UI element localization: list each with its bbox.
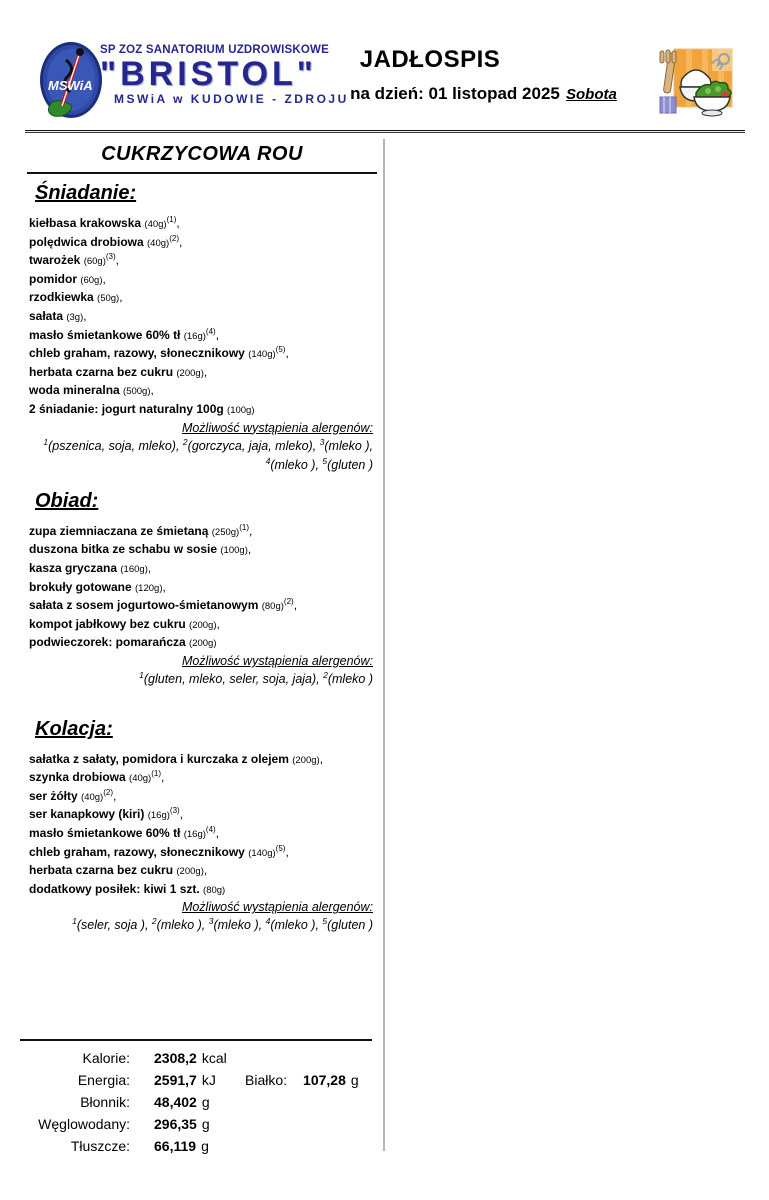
item-qty: (200g) [176,866,204,878]
item-separator: , [162,579,166,594]
item-qty: (500g) [123,386,151,398]
mswia-logo-icon [38,40,104,120]
item-name: brokuły gotowane [29,579,136,594]
meal-section [27,490,377,688]
item-name: masło śmietankowe 60% tł [29,327,184,342]
nutrition-unit: g [201,1138,209,1154]
item-qty: (140g) [248,847,276,859]
nutrition-row [20,1047,376,1069]
item-footnote: (1) [166,215,177,224]
nutrition-unit: kcal [201,1050,227,1066]
day-label: Sobota [566,86,617,103]
item-qty: (250g) [211,526,240,538]
menu-item [29,862,377,881]
allergen-footnote: 3 [208,916,214,927]
nutrition-row [20,1113,376,1135]
allergen-footnote: 3 [319,436,325,447]
item-name: kiełbasa krakowska [29,216,145,230]
item-separator: , [319,751,324,766]
org-subtitle: SP ZOZ SANATORIUM UZDROWISKOWE [100,44,329,56]
item-qty: (60g) [80,274,103,286]
item-separator: , [150,383,154,398]
menu-item [29,560,377,579]
item-qty: (200g) [176,367,204,379]
menu-item [29,579,377,598]
svg-text:MSWiA: MSWiA [48,78,93,93]
allergen-note [27,914,377,934]
item-qty: (16g) [183,330,206,342]
diet-title-divider [27,172,377,174]
menu-item [29,881,377,900]
allergen-title: Możliwość wystąpienia alergenów: [181,900,373,915]
item-name: dodatkowy posiłek: kiwi 1 szt. [29,881,204,896]
menu-item [29,308,377,327]
nutrition-value: 2591,7 [154,1072,197,1088]
protein-row [245,1069,359,1091]
item-name: chleb graham, razowy, słonecznikowy [29,844,249,859]
allergen-text: (gluten ) [327,918,373,933]
item-footnote: (2) [283,597,294,607]
item-footnote: (5) [275,843,286,853]
item-name: kasza gryczana [29,561,121,576]
item-footnote: (4) [205,326,216,336]
item-qty: (100g) [227,404,255,416]
item-name: pomidor [29,271,81,286]
allergen-footnote: 4 [265,916,271,927]
menu-item [29,806,377,825]
item-footnote: (5) [275,345,286,355]
menu-item [29,289,377,308]
item-name: szynka drobiowa [29,770,130,785]
item-separator: , [178,234,183,249]
item-name: masło śmietankowe 60% tł [29,826,184,841]
item-name: twarożek [29,253,84,268]
food-icon [652,45,740,119]
menu-item [29,252,377,271]
allergen-title: Możliwość wystąpienia alergenów: [181,420,373,435]
org-name: "BRISTOL" [100,55,317,93]
allergen-footnote: 1 [72,916,77,927]
allergen-text: (gluten, mleko, seler, soja, jaja), [143,672,324,687]
meal-heading: Śniadanie: [35,182,137,204]
item-separator: , [285,844,289,859]
allergen-footnote: 1 [43,436,49,447]
allergen-note [27,668,377,688]
item-name: podwieczorek: pomarańcza [29,635,190,650]
item-separator: , [249,523,253,538]
nutrition-value: 66,119 [154,1138,197,1154]
organization-block [100,44,349,106]
item-name: zupa ziemniaczana ze śmietaną [29,523,212,538]
item-footnote: (1) [239,522,249,532]
item-separator: , [216,616,220,631]
menu-item [29,825,377,844]
item-qty: (200g) [292,754,320,766]
menu-item [29,523,377,542]
item-separator: , [247,542,252,557]
allergen-text: (pszenica, soja, mleko), [48,438,183,453]
allergen-text: (mleko ), [324,438,373,453]
item-footnote: (3) [105,252,116,262]
item-qty: (160g) [120,564,148,576]
nutrition-row [20,1091,376,1113]
allergen-note [27,435,377,474]
item-separator: , [147,561,152,576]
allergen-footnote: 2 [323,670,328,680]
nutrition-divider [20,1039,372,1041]
nutrition-label: Energia: [77,1072,130,1088]
nutrition-unit: kJ [201,1072,216,1088]
menu-item [29,215,377,234]
menu-item [29,769,377,788]
allergen-text: (mleko ), [156,918,209,933]
item-separator: , [293,598,298,613]
menu-item [29,597,377,616]
date-line: na dzień: 01 listopad 2025 [350,84,560,103]
org-location: MSWiA w KUDOWIE - ZDROJU [114,92,349,106]
diet-title: CUKRZYCOWA ROU [101,143,303,165]
page-title: JADŁOSPIS [359,46,501,73]
nutrition-unit: g [350,1072,359,1088]
item-name: 2 śniadanie: jogurt naturalny 100g [29,401,228,416]
item-qty: (16g) [183,829,206,841]
nutrition-label: Kalorie: [82,1050,130,1066]
item-footnote: (2) [103,787,113,797]
menu-item [29,234,377,253]
item-qty: (200g) [189,619,217,631]
item-qty: (40g) [129,773,152,785]
meal-items [29,523,377,653]
nutrition-row [20,1135,376,1157]
menu-item [29,382,377,401]
item-separator: , [161,770,165,785]
item-separator: , [176,216,180,230]
nutrition-label: Węglowodany: [38,1116,130,1132]
item-qty: (60g) [83,256,106,268]
allergen-text: (mleko ), [270,918,323,933]
menu-item [29,751,377,770]
nutrition-rows [20,1047,376,1157]
item-name: rzodkiewka [29,290,98,305]
item-separator: , [285,346,289,361]
menu-item [29,327,377,346]
menu-item [29,401,377,420]
item-footnote: (1) [151,769,161,779]
item-separator: , [102,271,106,286]
menu-column [27,138,377,934]
allergen-text: (mleko ), [213,918,266,933]
allergen-title: Możliwość wystąpienia alergenów: [181,654,373,668]
allergen-footnote: 5 [322,456,328,467]
nutrition-label: Białko: [245,1072,288,1088]
menu-item [29,788,377,807]
meals-list [27,182,377,934]
item-name: sałata [29,308,67,323]
meal-section [27,182,377,474]
item-name: sałatka z sałaty, pomidora i kurczaka z olejem [29,751,293,766]
allergen-text: (gluten ) [327,458,373,473]
allergen-text: (mleko ) [327,672,373,687]
allergen-footnote: 2 [182,436,188,447]
item-footnote: (2) [169,233,179,243]
menu-item [29,634,377,653]
allergen-footnote: 5 [322,916,328,927]
item-name: chleb graham, razowy, słonecznikowy [29,346,249,361]
nutrition-unit: g [201,1094,210,1110]
allergen-text: (seler, soja ), [76,918,152,933]
item-name: herbata czarna bez cukru [29,863,177,878]
allergen-footnote: 4 [265,456,271,467]
meal-items [29,215,377,420]
meal-heading: Obiad: [35,489,99,512]
header-divider [25,130,745,133]
item-qty: (120g) [135,582,163,594]
nutrition-value: 296,35 [154,1116,197,1132]
item-name: sałata z sosem jogurtowo-śmietanowym [29,598,262,613]
menu-item [29,844,377,863]
allergen-text: (gorczyca, jaja, mleko), [187,438,320,453]
item-separator: , [203,863,208,878]
item-separator: , [115,253,119,268]
item-separator: , [179,807,184,822]
menu-item [29,541,377,560]
nutrition-value: 48,402 [154,1094,197,1110]
allergen-footnote: 2 [151,916,157,927]
item-name: herbata czarna bez cukru [29,364,177,379]
menu-item [29,271,377,290]
nutrition-value: 107,28 [303,1072,346,1088]
item-qty: (40g) [81,791,104,803]
item-separator: , [215,826,220,841]
item-separator: , [119,290,123,305]
column-divider [383,139,385,1151]
item-qty: (50g) [97,293,120,305]
allergen-text: (mleko ), [270,458,323,473]
item-qty: (200g) [189,638,217,650]
item-qty: (100g) [220,545,248,557]
item-qty: (3g) [66,311,84,323]
item-qty: (16g) [147,810,170,822]
nutrition-unit: g [201,1116,210,1132]
item-footnote: (3) [169,806,180,816]
item-separator: , [203,364,208,379]
item-separator: , [113,788,117,803]
meal-items [29,751,377,900]
item-name: polędwica drobiowa [29,234,148,249]
item-qty: (140g) [248,349,276,361]
item-name: ser kanapkowy (kiri) [29,807,148,822]
item-name: ser żółty [29,788,82,803]
nutrition-value: 2308,2 [154,1050,197,1066]
menu-item [29,345,377,364]
nutrition-label: Błonnik: [80,1094,130,1110]
item-qty: (80g) [203,884,226,896]
nutrition-label: Tłuszcze: [70,1138,130,1154]
item-name: woda mineralna [29,383,124,398]
meal-heading: Kolacja: [35,717,113,740]
allergen-footnote: 1 [139,670,144,680]
item-name: duszona bitka ze schabu w sosie [29,542,221,557]
item-footnote: (4) [205,825,216,835]
item-qty: (80g) [261,601,284,613]
item-qty: (40g) [144,219,167,230]
item-qty: (40g) [147,237,170,249]
item-name: kompot jabłkowy bez cukru [29,616,190,631]
item-separator: , [215,327,220,342]
menu-item [29,364,377,383]
menu-item [29,616,377,635]
item-separator: , [83,308,87,323]
nutrition-summary [20,1039,376,1157]
meal-section [27,718,377,934]
